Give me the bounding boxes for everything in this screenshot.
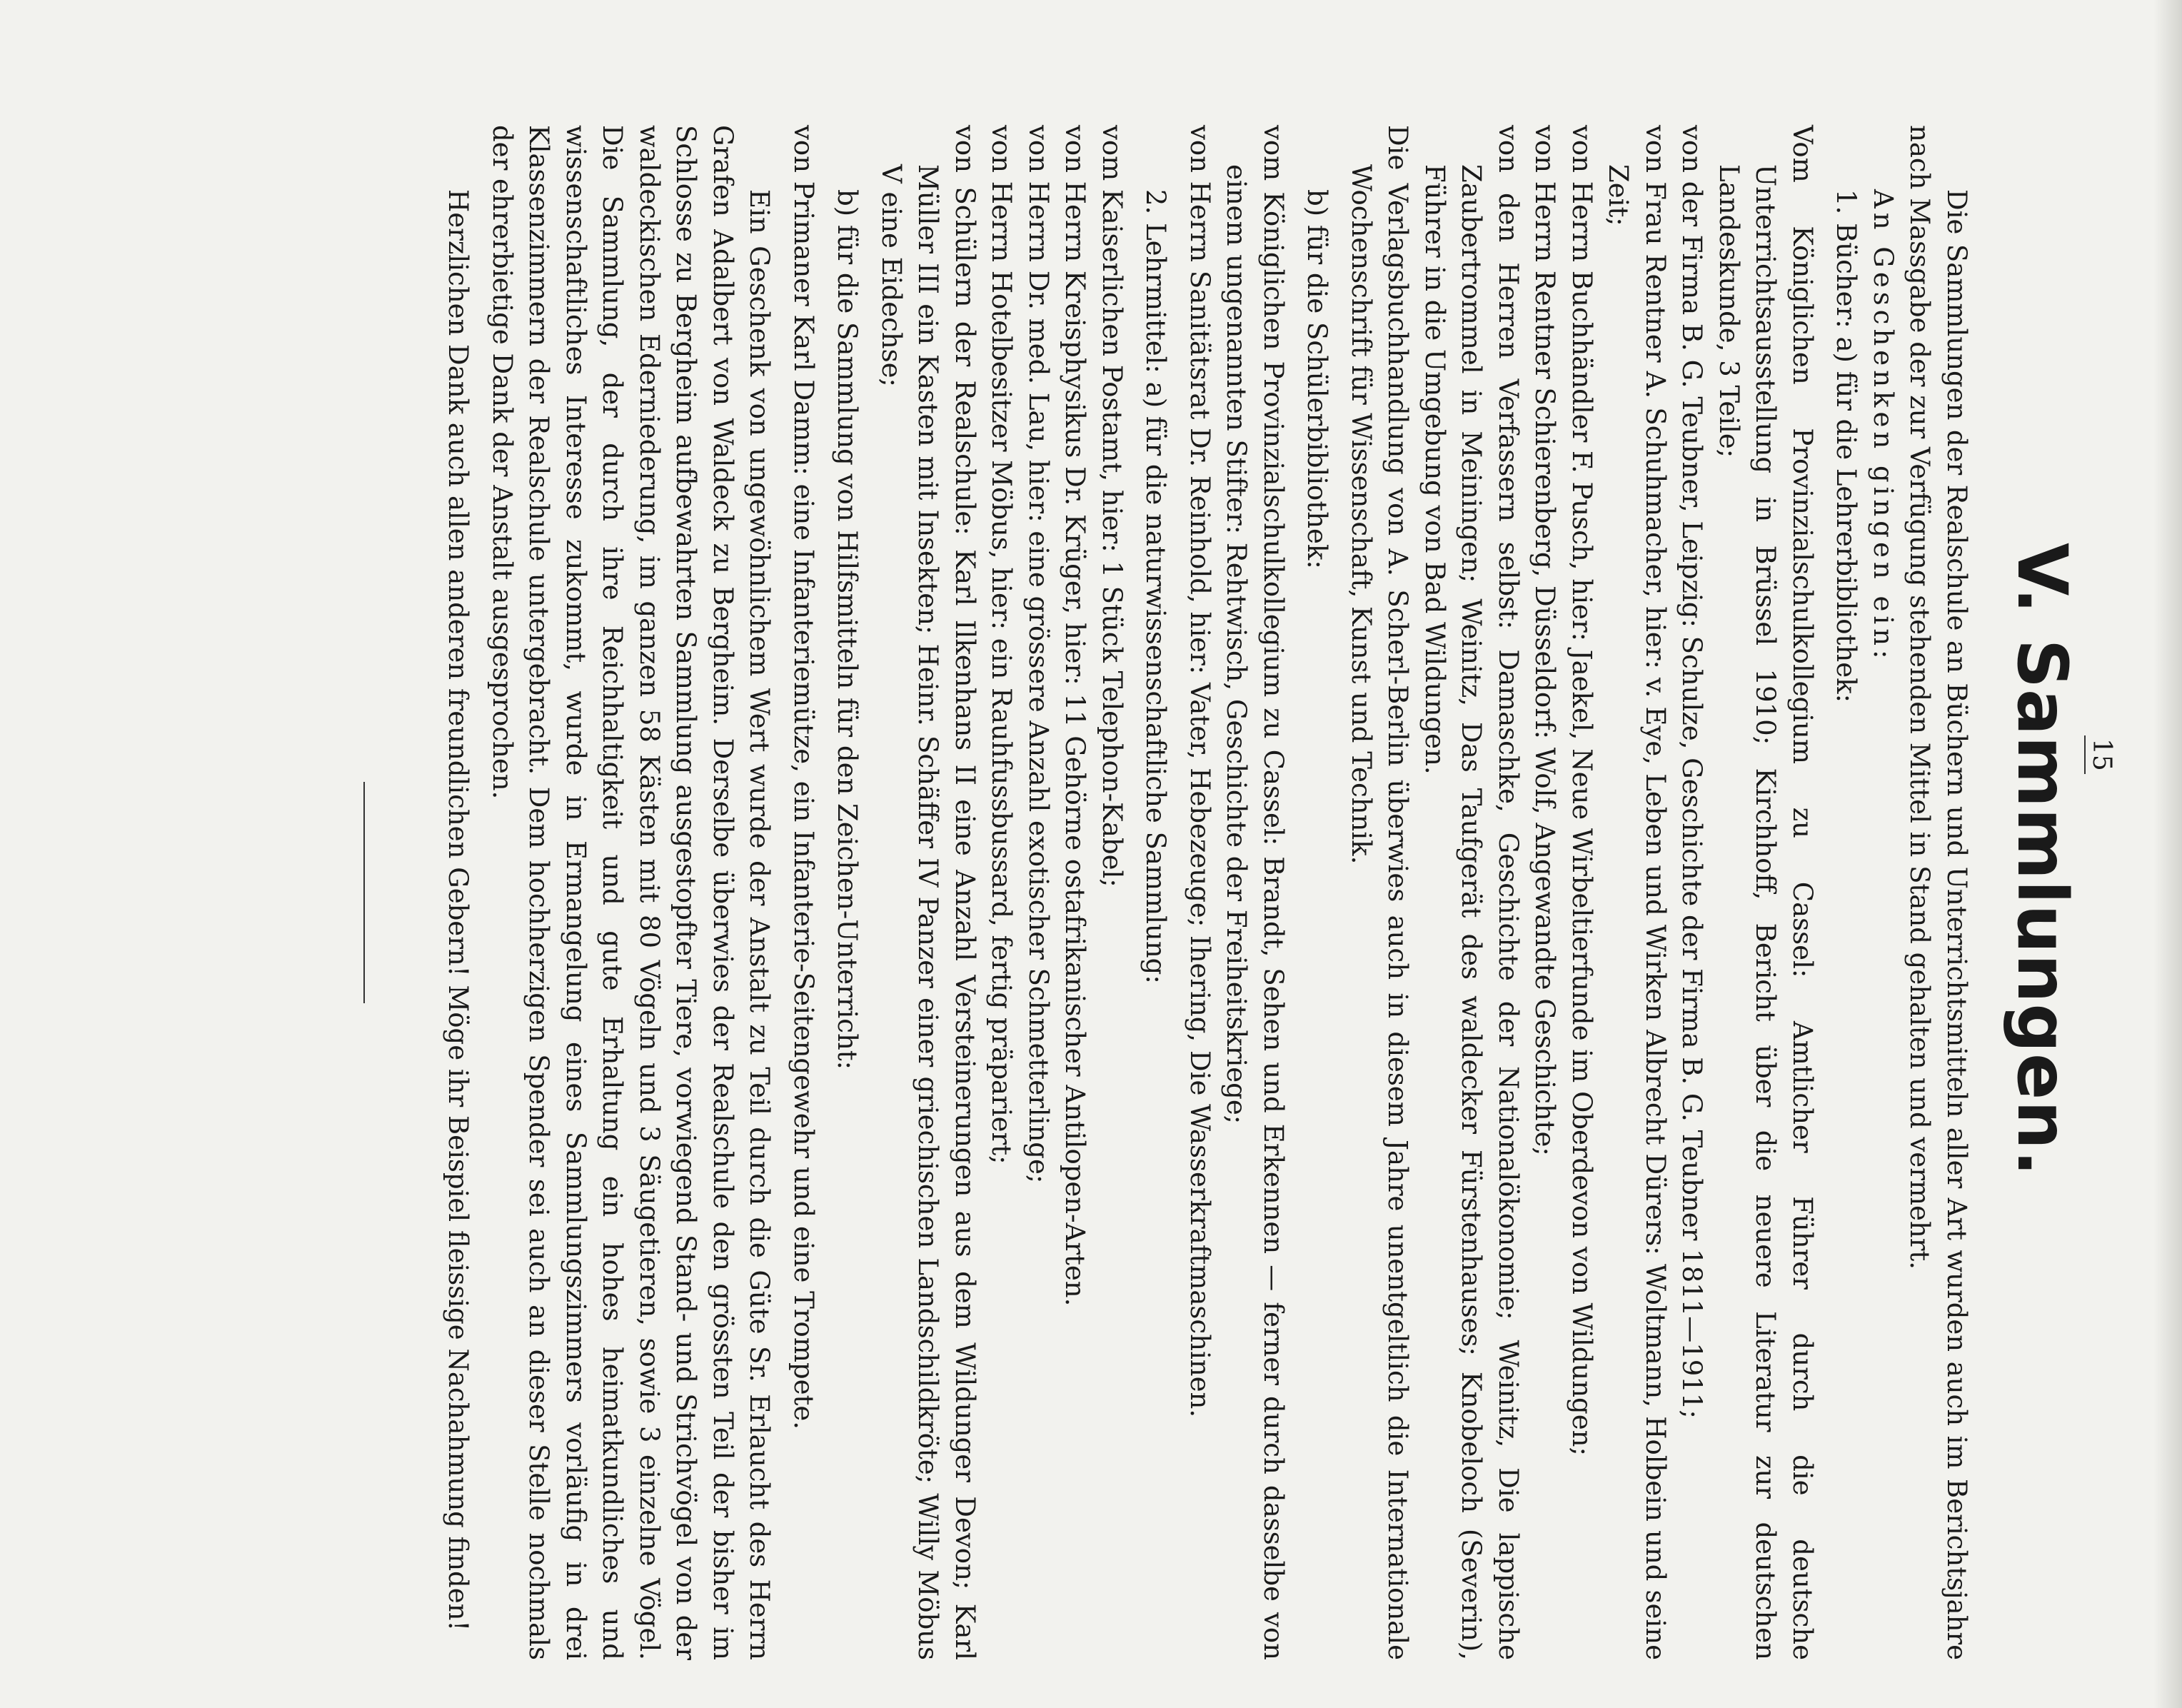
schueler-item: von Herrn Sanitätsrat Dr. Reinhold, hier: Vater, Hebezeuge; Ihering, Die Wasserkraftmaschinen.: [1185, 125, 1215, 1418]
zeichen-heading: b) für die Sammlung von Hilfsmitteln für den Zeichen-Unterricht:: [832, 189, 863, 1070]
schueler-heading: b) für die Schülerbibliothek:: [1302, 189, 1333, 569]
closing-rule: [363, 782, 365, 1003]
geschenke-heading: An Geschenken gingen ein:: [1868, 189, 1899, 663]
intro-paragraph: Die Sammlungen der Realschule an Büchern und Unterrichtsmitteln aller Art wurden auch im Berichtsjahre nach Massgabe der zur Verfügung stehenden Mittel in Stand gehalten und vermehrt.: [1904, 125, 1972, 1660]
page-number: 15: [2084, 735, 2116, 774]
schueler-item: vom Königlichen Provinzialschulkollegium zu Cassel: Brandt, Sehen und Erkennen — ferner durch dasselbe von einem ungenannten Stifter: Rehtwisch, Geschichte der Freiheitskriege;: [1221, 125, 1289, 1660]
lehrmittel-item: vom Kaiserlichen Postamt, hier: 1 Stück Telephon-Kabel;: [1097, 125, 1127, 888]
lehrer-item: von den Herren Verfassern selbst: Damaschke, Geschichte der Nationalökonomie; Weinitz, Die lappische Zaubertrommel in Meiningen; Weinitz, Das Taufgerät des waldecker Fürstenhauses; Knobeloch (Severin), Führer in die Umgebung von Bad Wildungen.: [1419, 125, 1524, 1660]
geschenk-paragraph: Ein Geschenk von ungewöhnlichem Wert wurde der Anstalt zu Teil durch die Güte Sr. Erlaucht des Herrn Grafen Adalbert von Waldeck zu Bergheim. Derselbe überwies der Realschule den grössten Teil der bisher im Schlosse zu Bergheim aufbewahrten Sammlung ausgestopfter Tiere, vorwiegend Stand- und Strichvögel von der waldeckischen Ederniederung, im ganzen 58 Kästen mit 80 Vögeln und 3 Säugetieren, sowie 3 einzelne Vögel. Die Sammlung, der durch ihre Reichhaltigkeit und gute Erhaltung ein hohes heimatkundliches und wissenschaftliches Interesse zukommt, wurde in Ermangelung eines Sammlungszimmers vorläufig in drei Klassenzimmern der Realschule untergebracht. Dem hochherzigen Spender sei auch an dieser Stelle nochmals der ehrerbietige Dank der Anstalt ausgesprochen.: [487, 125, 775, 1660]
lehrmittel-heading: 2. Lehrmittel: a) für die naturwissenschaftliche Sammlung:: [1140, 189, 1172, 984]
section-title: V. Sammlungen.: [2002, 543, 2082, 1177]
lehrer-item: von Frau Rentner A. Schuhmacher, hier: v. Eye, Leben und Wirken Albrecht Dürers: Woltmann, Holbein und seine Zeit;: [1603, 125, 1671, 1660]
lehrer-item: Vom Königlichen Provinzialschulkollegium zu Cassel: Amtlicher Führer durch die deutsche Unterrichtsausstellung in Brüssel 1910; Kirchhoff, Bericht über die neuere Literatur zur deutschen Landeskunde, 3 Teile;: [1714, 125, 1818, 1660]
lehrer-item: von Herrn Rentner Schierenberg, Düsseldorf: Wolf, Angewandte Geschichte;: [1529, 125, 1561, 1156]
lehrmittel-item: von Schülern der Realschule: Karl Ilkenhans II eine Anzahl Versteinerungen aus dem Wildunger Devon; Karl Müller III ein Kasten mit Insekten; Heinr. Schäffer IV Panzer einer griechischen Landschildkröte; Willy Möbus V eine Eidechse;: [876, 125, 980, 1660]
lehrer-item: von der Firma B. G. Teubner, Leipzig: Schulze, Geschichte der Firma B. G. Teubner 1811—1911;: [1676, 125, 1708, 1419]
lehrmittel-item: von Herrn Kreisphysikus Dr. Krüger, hier: 11 Gehörne ostafrikanischer Antilopen-Arten.: [1060, 125, 1091, 1307]
lehrmittel-item: von Herrn Dr. med. Lau, hier: eine grössere Anzahl exotischer Schmetterlinge;: [1023, 125, 1054, 1184]
buecher-heading: 1. Bücher: a) für die Lehrerbibliothek:: [1831, 189, 1862, 703]
lehrer-item: von Herrn Buchhändler F. Pusch, hier: Jaekel, Neue Wirbeltierfunde im Oberdevon von Wildungen;: [1567, 125, 1597, 1456]
body-text: [363, 125, 1975, 1660]
dank-paragraph: Herzlichen Dank auch allen anderen freundlichen Gebern! Möge ihr Beispiel fleissige Nachahmung finden!: [443, 189, 474, 1632]
lehrmittel-item: von Herrn Hotelbesitzer Möbus, hier: ein Rauhfussbussard, fertig präpariert;: [986, 125, 1017, 1165]
lehrer-item: Die Verlagsbuchhandlung von A. Scherl-Berlin überwies auch in diesem Jahre unentgeltlich die Internationale Wochenschrift für Wissenschaft, Kunst und Technik.: [1346, 125, 1414, 1660]
zeichen-item: von Primaner Karl Damm: eine Infanteriemütze, ein Infanterie-Seitengewehr und eine Trompete.: [788, 125, 819, 1430]
